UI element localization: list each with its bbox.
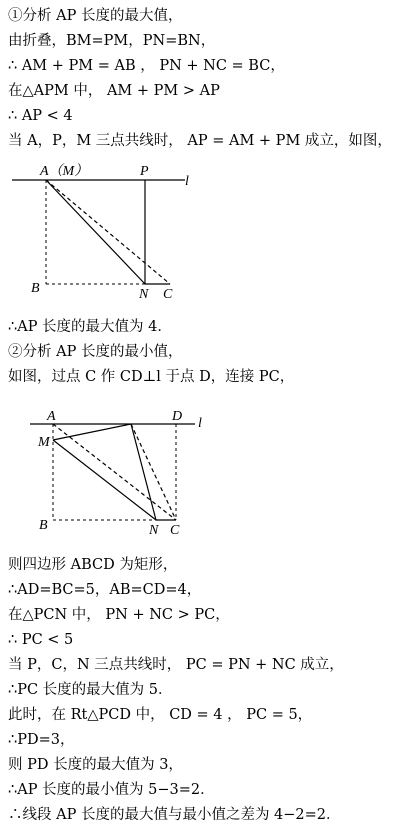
label-d: D [172,409,183,424]
label-b: B [39,518,48,533]
segment-mp [53,424,131,440]
text-line-15: ∴PC 长度的最大值为 5． [8,682,173,698]
text-line-14: 当 P，C，N 三点共线时， PC = PN + NC 成立， [8,657,344,673]
label-l: l [198,416,202,431]
figure-1 [0,158,411,308]
text-line-12: 在△PCN 中， PN + NC > PC， [8,607,230,623]
text-line-2: 由折叠，BM=PM，PN=BN， [8,33,216,49]
segment-ac [46,180,170,284]
text-line-1: ①分析 AP 长度的最大值， [8,8,183,24]
label-c: C [163,287,173,302]
text-line-13: ∴ PC < 5 [8,632,74,648]
label-n: N [149,523,159,538]
label-n: N [139,287,149,302]
text-line-17: ∴PD=3， [8,732,75,748]
label-m: M [38,435,50,450]
segment-pn [131,424,156,520]
segment-an [46,180,145,284]
text-line-8: ②分析 AP 长度的最小值， [8,344,183,360]
text-line-19: ∴AP 长度的最小值为 5−3=2． [8,782,215,798]
text-line-6: 当 A，P，M 三点共线时， AP = AM + PM 成立，如图， [8,133,392,149]
text-line-16: 此时，在 Rt△PCD 中， CD = 4 ， PC = 5， [8,707,313,723]
label-l: l [185,174,189,189]
label-b: B [31,281,40,296]
text-line-18: 则 PD 长度的最大值为 3， [8,757,183,773]
text-line-11: ∴AD=BC=5，AB=CD=4， [8,582,202,598]
label-a-m: A（M） [40,164,89,179]
label-p: P [140,164,149,179]
label-a: A [47,409,56,424]
text-line-7: ∴AP 长度的最大值为 4． [8,319,172,335]
segment-mn [53,440,156,520]
text-line-3: ∴ AM + PM = AB ， PN + NC = BC， [8,58,285,74]
text-line-9: 如图，过点 C 作 CD⊥l 于点 D，连接 PC， [8,369,295,385]
label-c: C [170,523,180,538]
text-line-20: ∴线段 AP 长度的最大值与最小值之差为 4−2=2． [8,807,341,823]
text-line-4: 在△APM 中， AM + PM > AP [8,83,220,99]
text-line-10: 则四边形 ABCD 为矩形， [8,557,178,573]
figure-2 [0,400,411,545]
text-line-5: ∴ AP < 4 [8,108,73,124]
segment-ac [53,424,176,520]
